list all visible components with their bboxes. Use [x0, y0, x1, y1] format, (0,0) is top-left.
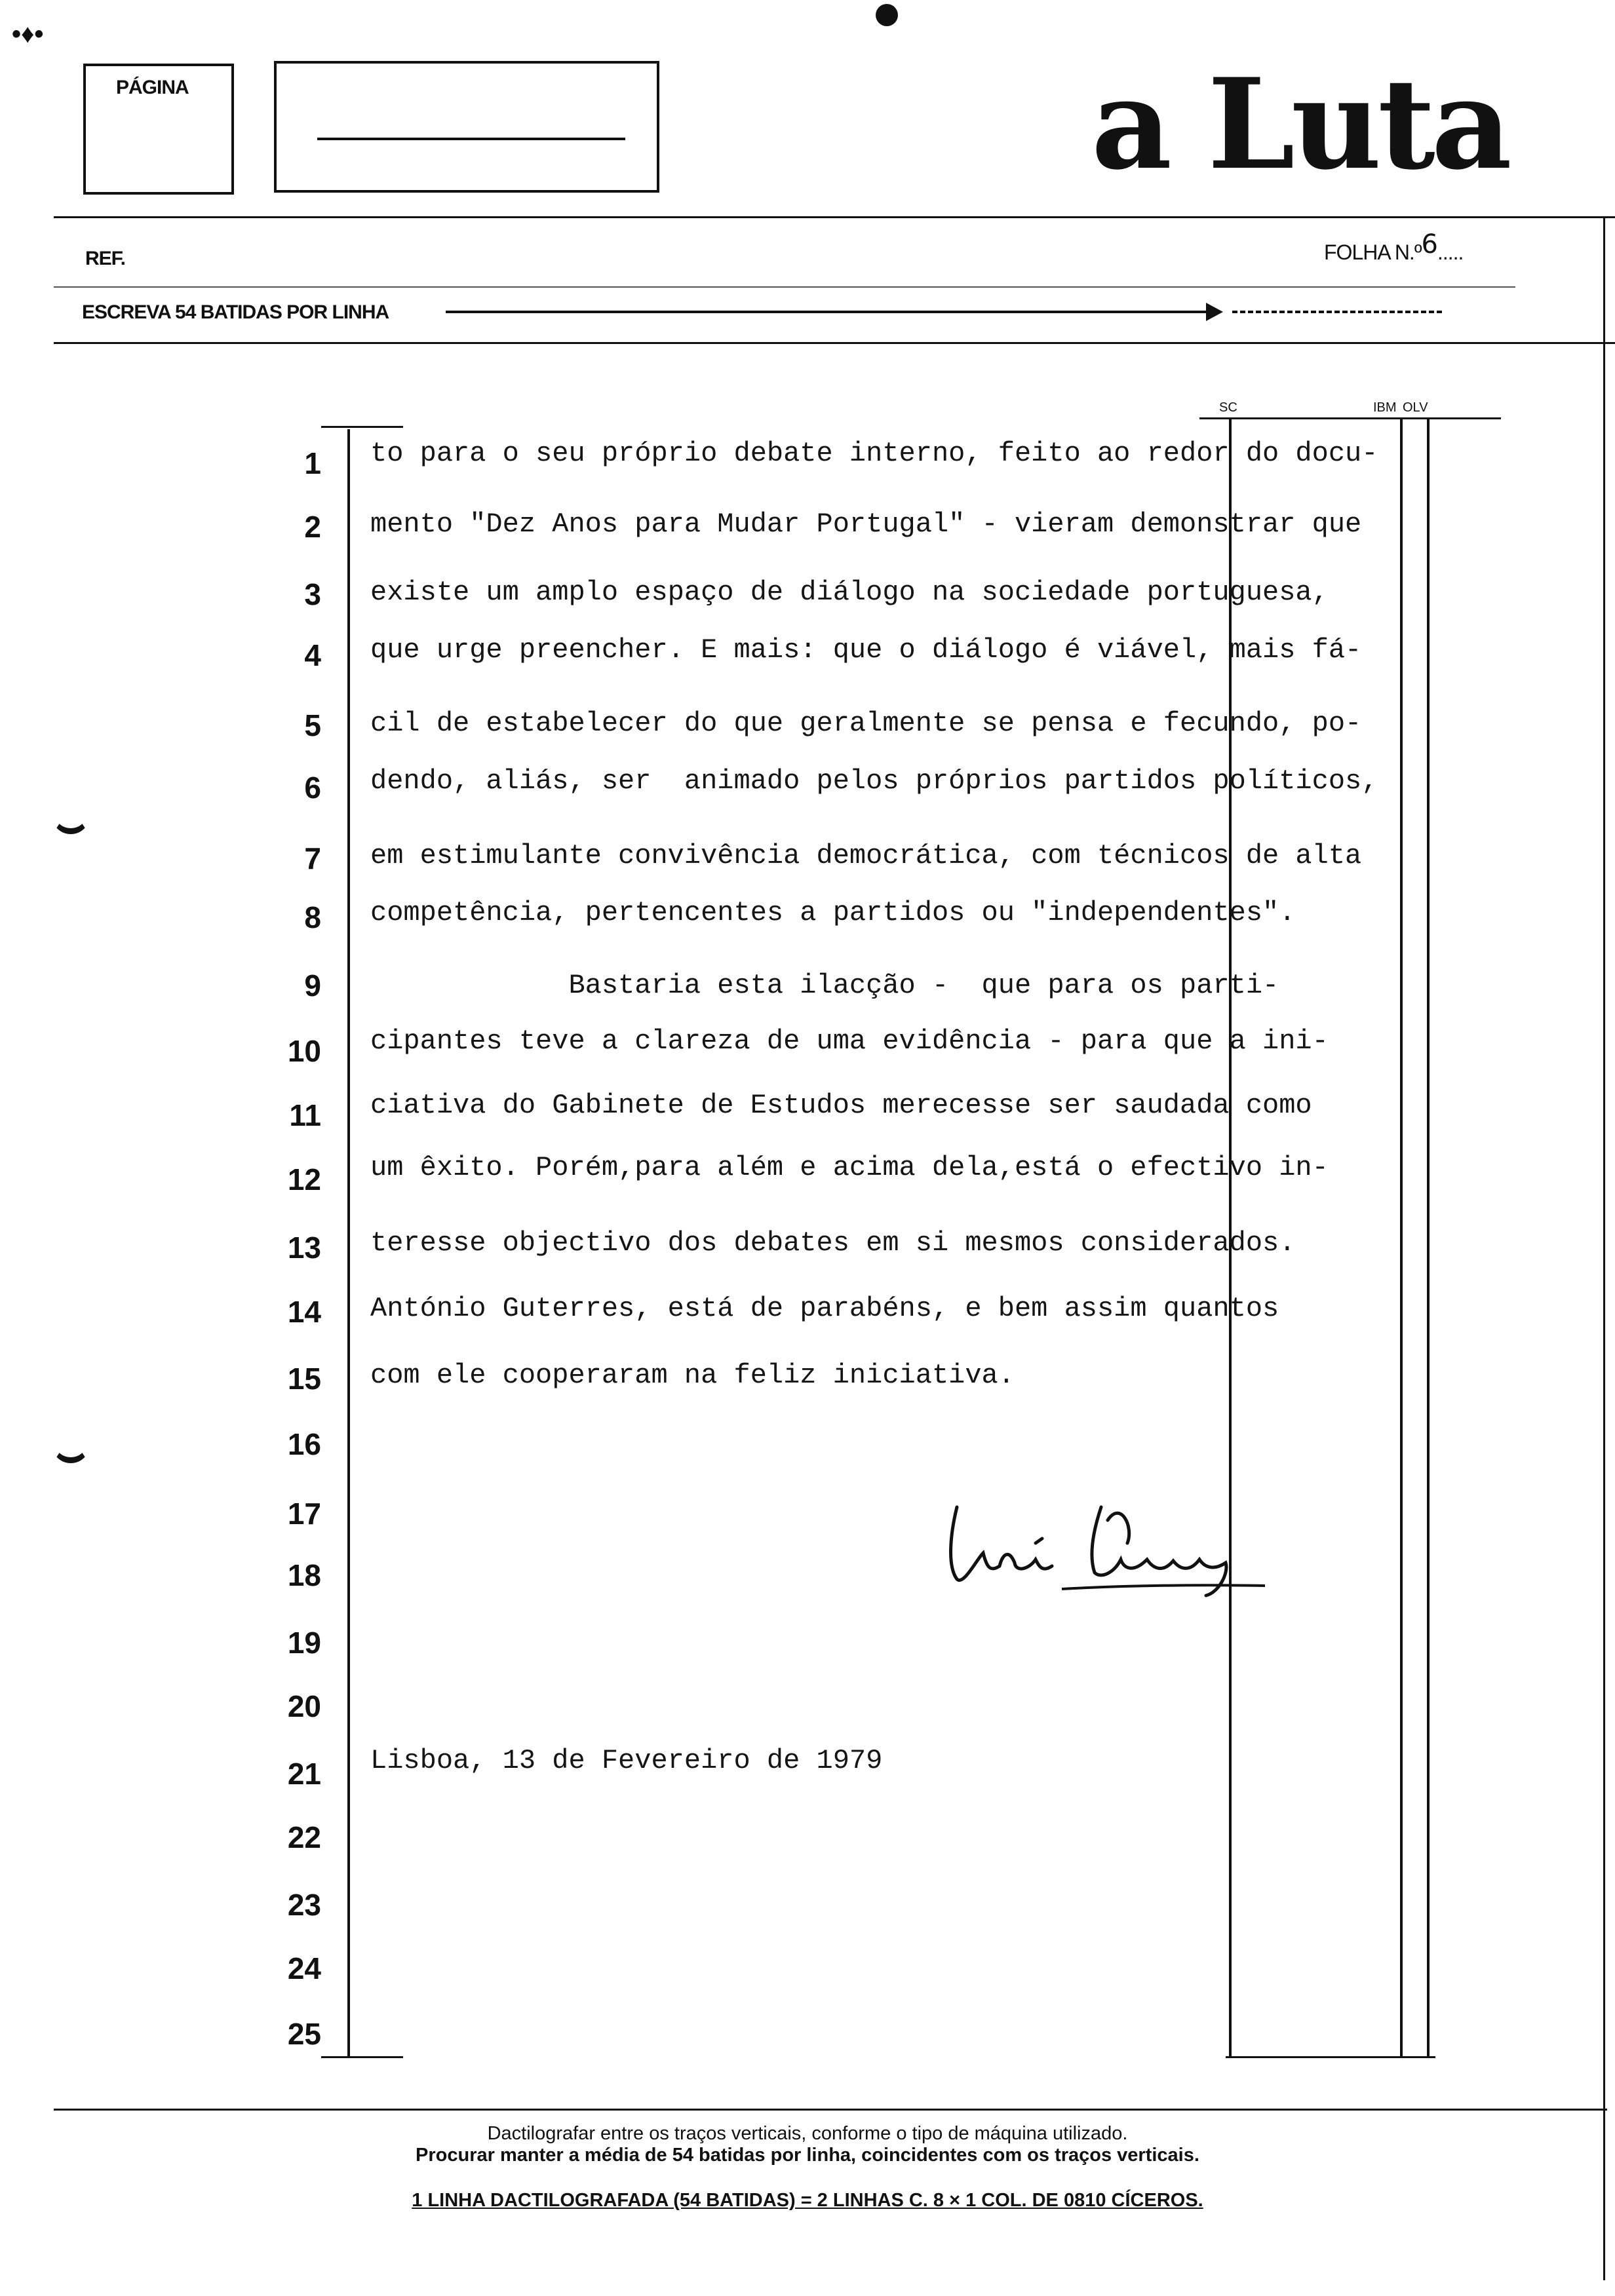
signature — [937, 1481, 1278, 1612]
line-number: 19 — [287, 1626, 321, 1660]
text-line: Bastaria esta ilacção - que para os parti- — [370, 970, 1279, 1001]
line-number: 3 — [304, 577, 321, 611]
text-line: to para o seu próprio debate interno, feito ao redor do docu- — [370, 438, 1378, 469]
left-margin-rule — [347, 429, 350, 2057]
header-rule-middle — [54, 286, 1515, 288]
text-line: ciativa do Gabinete de Estudos merecesse ser saudada como — [370, 1090, 1312, 1121]
column-rule-ibm — [1400, 419, 1403, 2057]
line-number: 8 — [304, 900, 321, 934]
signature-underline — [1062, 1585, 1265, 1589]
instruction-label: ESCREVA 54 BATIDAS POR LINHA — [82, 301, 389, 323]
text-line: existe um amplo espaço de diálogo na sociedade portuguesa, — [370, 577, 1329, 608]
punch-hole-mark — [52, 1428, 89, 1463]
text-line: mento "Dez Anos para Mudar Portugal" - vieram demonstrar que — [370, 508, 1362, 540]
signature-stroke — [1092, 1507, 1226, 1596]
line-number: 22 — [287, 1820, 321, 1854]
line-number: 2 — [304, 510, 321, 544]
line-number: 13 — [287, 1231, 321, 1265]
line-number: 23 — [287, 1888, 321, 1922]
folha-label — [1324, 229, 1464, 266]
line-number: 16 — [287, 1427, 321, 1461]
folha-number: 6 — [1421, 229, 1437, 259]
folha-label-text: FOLHA N.º — [1324, 240, 1422, 264]
footer-line-3: 1 LINHA DACTILOGRAFADA (54 BATIDAS) = 2 LINHAS C. 8 × 1 COL. DE 0810 CÍCEROS. — [412, 2190, 1203, 2211]
column-mark-olv: OLV — [1403, 400, 1428, 415]
footer-rule — [54, 2109, 1607, 2111]
text-line: um êxito. Porém,para além e acima dela,está o efectivo in- — [370, 1152, 1329, 1183]
line-number: 15 — [287, 1362, 321, 1396]
punch-dot — [876, 4, 898, 26]
line-number: 6 — [304, 771, 321, 805]
folha-dots: ..... — [1437, 240, 1464, 264]
line-number: 25 — [287, 2017, 321, 2051]
header-rule-top — [54, 216, 1615, 218]
line-number: 11 — [289, 1098, 321, 1132]
text-line: que urge preencher. E mais: que o diálogo é viável, mais fá- — [370, 634, 1362, 666]
line-number: 21 — [287, 1757, 321, 1791]
column-bottom-rule — [1226, 2056, 1435, 2058]
column-mark-sc: SC — [1219, 400, 1237, 415]
footer-line-2: Procurar manter a média de 54 batidas por linha, coincidentes com os traços verticais. — [416, 2145, 1199, 2166]
arrow-head-icon — [1206, 303, 1223, 321]
text-line: António Guterres, está de parabéns, e bem assim quantos — [370, 1293, 1279, 1324]
instruction-dashes — [1232, 311, 1442, 313]
text-bottom-rule — [321, 2056, 403, 2058]
punch-hole-mark — [52, 799, 89, 834]
line-number: 1 — [304, 446, 321, 480]
column-header-rule — [1199, 417, 1501, 419]
header-rule-bottom — [54, 342, 1615, 344]
pagina-entry-line — [317, 138, 625, 140]
text-line: em estimulante convivência democrática, com técnicos de alta — [370, 840, 1362, 871]
footer-line-1: Dactilografar entre os traços verticais, conforme o tipo de máquina utilizado. — [487, 2123, 1128, 2144]
corner-marks: •♦• — [12, 20, 44, 48]
line-number: 24 — [287, 1951, 321, 1985]
line-number: 14 — [287, 1295, 321, 1329]
line-number: 17 — [287, 1497, 321, 1531]
newspaper-logo: a Luta — [1091, 51, 1508, 197]
text-line: dendo, aliás, ser animado pelos próprios partidos políticos, — [370, 765, 1378, 797]
line-number: 4 — [304, 638, 321, 672]
column-rule-olv — [1427, 419, 1430, 2057]
text-line: cipantes teve a clareza de uma evidência - para que a ini- — [370, 1025, 1329, 1057]
signature-stroke — [951, 1507, 1052, 1580]
text-top-rule — [321, 426, 403, 428]
ref-label: REF. — [85, 248, 126, 269]
right-edge-rule — [1603, 216, 1605, 2280]
text-line: cil de estabelecer do que geralmente se pensa e fecundo, po- — [370, 708, 1362, 739]
pagina-label: PÁGINA — [116, 77, 189, 98]
text-line: competência, pertencentes a partidos ou "independentes". — [370, 897, 1296, 928]
line-number: 9 — [304, 968, 321, 1003]
pagina-entry-box — [274, 61, 659, 193]
column-mark-ibm: IBM — [1373, 400, 1397, 415]
instruction-arrow — [446, 311, 1209, 313]
line-number: 20 — [287, 1689, 321, 1723]
text-line: com ele cooperaram na feliz iniciativa. — [370, 1360, 1015, 1391]
text-line: teresse objectivo dos debates em si mesmos considerados. — [370, 1227, 1296, 1259]
pagina-box — [83, 64, 234, 195]
line-number: 18 — [287, 1558, 321, 1592]
line-number: 12 — [287, 1162, 321, 1196]
line-number: 5 — [304, 708, 321, 742]
line-number: 10 — [287, 1034, 321, 1068]
line-number: 7 — [304, 841, 321, 875]
text-line: Lisboa, 13 de Fevereiro de 1979 — [370, 1745, 883, 1776]
